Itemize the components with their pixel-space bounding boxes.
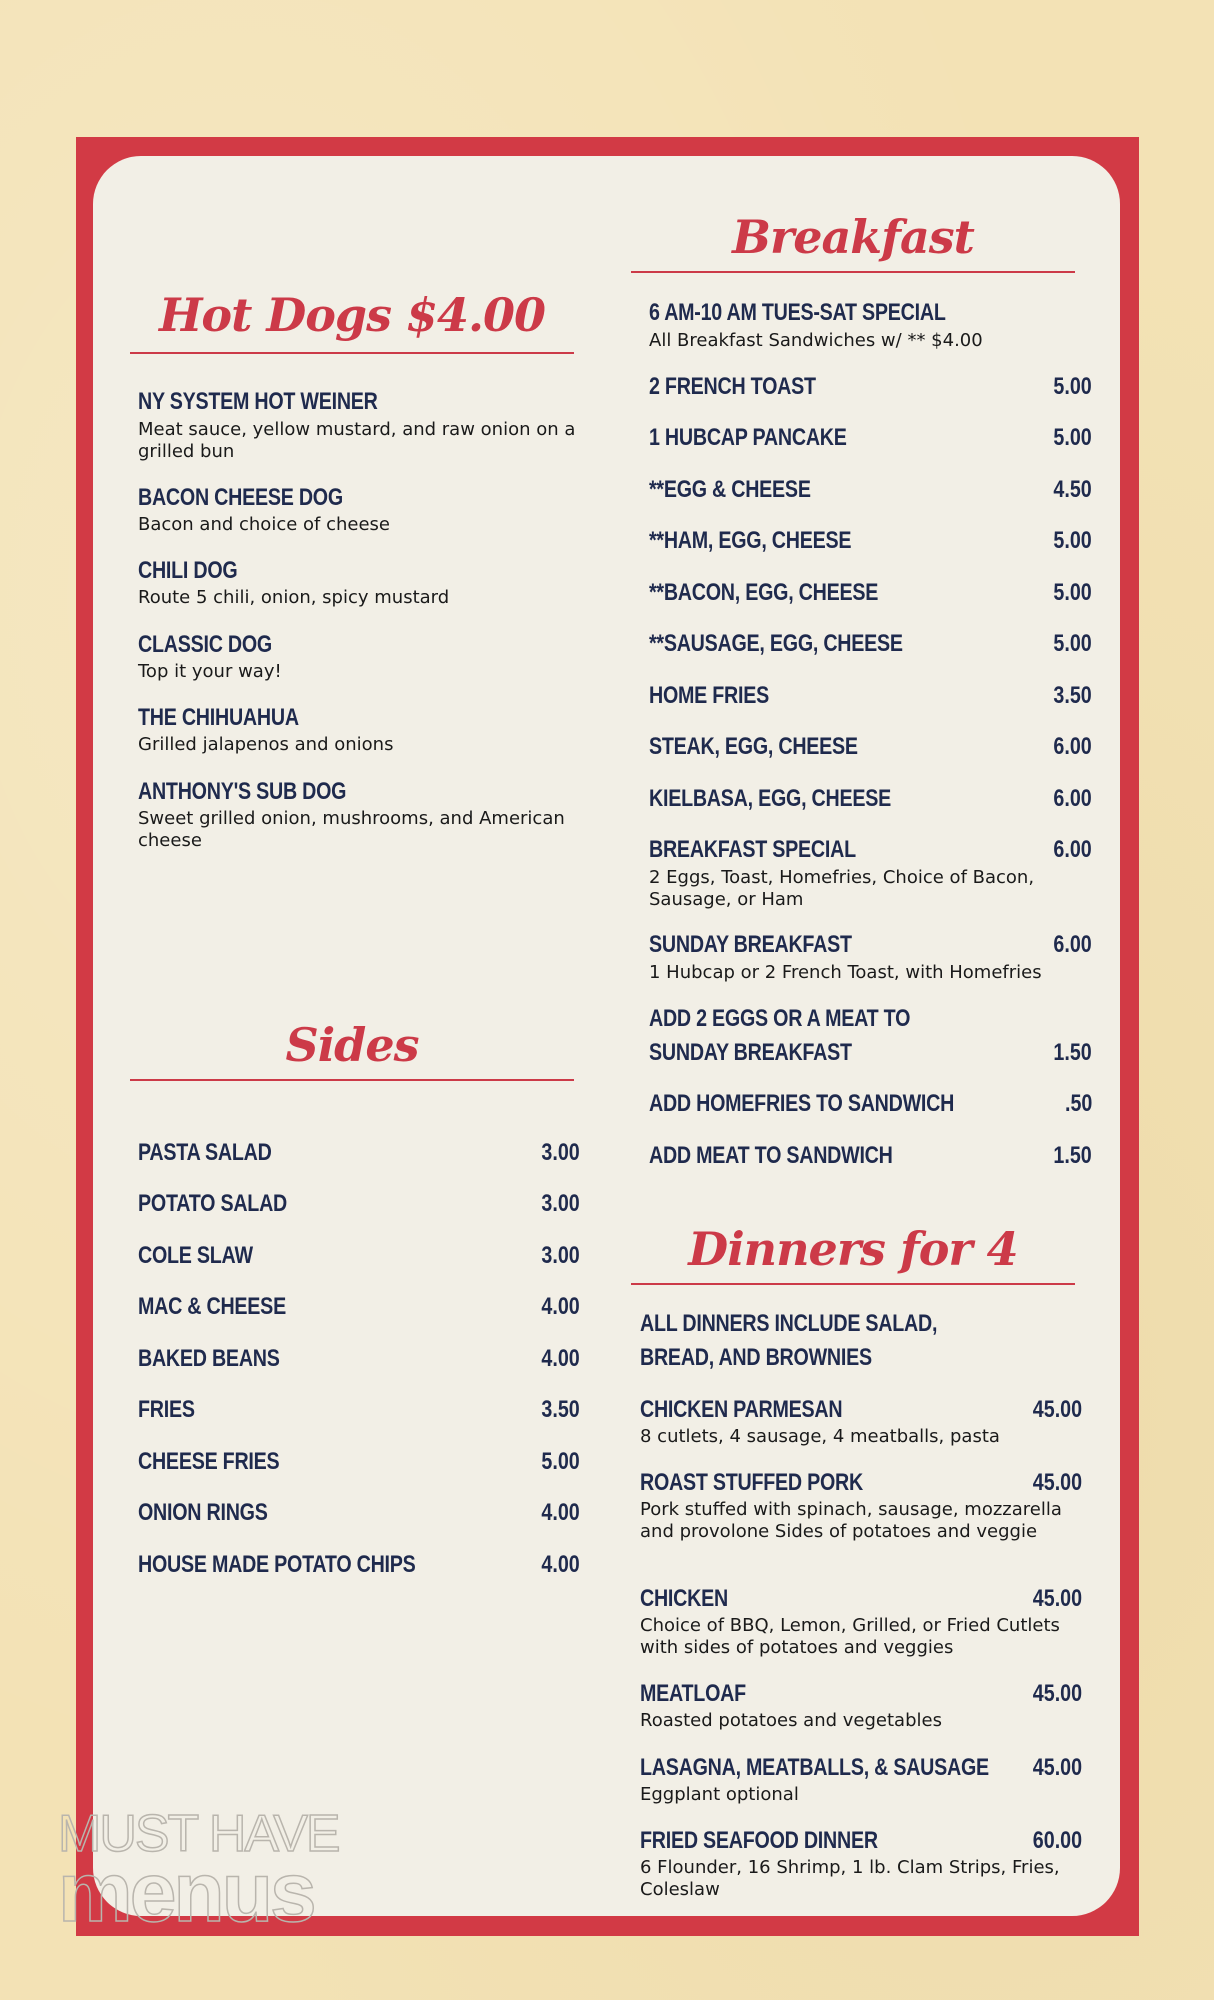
breakfast-item-name: **BACON, EGG, CHEESE bbox=[649, 579, 879, 606]
hotdog-desc: Grilled jalapenos and onions bbox=[138, 734, 394, 755]
breakfast-item-price: 1.50 bbox=[1053, 1039, 1092, 1066]
breakfast-item-name: **EGG & CHEESE bbox=[649, 476, 811, 503]
breakfast-item-name: 1 HUBCAP PANCAKE bbox=[649, 424, 847, 451]
breakfast-item-desc: 2 Eggs, Toast, Homefries, Choice of Bacon, Sausage, or Ham bbox=[649, 867, 1035, 910]
side-price: 3.00 bbox=[541, 1139, 580, 1166]
hotdog-desc: Route 5 chili, onion, spicy mustard bbox=[138, 587, 450, 608]
hotdog-desc: Meat sauce, yellow mustard, and raw onion on a grilled bun bbox=[138, 419, 576, 462]
watermark-line2: menus bbox=[58, 1845, 314, 1939]
breakfast-item-price: 1.50 bbox=[1053, 1142, 1092, 1169]
side-name: HOUSE MADE POTATO CHIPS bbox=[138, 1551, 416, 1578]
dinner-name: FRIED SEAFOOD DINNER bbox=[640, 1827, 878, 1854]
dinner-name: MEATLOAF bbox=[640, 1680, 746, 1707]
hotdog-name: NY SYSTEM HOT WEINER bbox=[138, 388, 378, 415]
sides-title: Sides bbox=[285, 1018, 419, 1072]
breakfast-item-name: 2 FRENCH TOAST bbox=[649, 373, 816, 400]
side-price: 3.50 bbox=[541, 1396, 580, 1423]
breakfast-item-price: 5.00 bbox=[1053, 527, 1092, 554]
dinner-name: CHICKEN bbox=[640, 1585, 728, 1612]
hotdog-desc: Sweet grilled onion, mushrooms, and American cheese bbox=[138, 808, 565, 851]
breakfast-item-name: BREAKFAST SPECIAL bbox=[649, 836, 856, 863]
hotdog-name: CLASSIC DOG bbox=[138, 631, 272, 658]
side-price: 3.00 bbox=[541, 1242, 580, 1269]
breakfast-item-price: 6.00 bbox=[1053, 785, 1092, 812]
hotdogs-rule bbox=[130, 352, 574, 354]
breakfast-item-name: **SAUSAGE, EGG, CHEESE bbox=[649, 630, 903, 657]
dinner-price: 45.00 bbox=[1032, 1680, 1082, 1707]
dinner-desc: Eggplant optional bbox=[640, 1784, 799, 1805]
dinner-price: 45.00 bbox=[1032, 1469, 1082, 1496]
breakfast-item-name: ADD MEAT TO SANDWICH bbox=[649, 1142, 893, 1169]
side-name: POTATO SALAD bbox=[138, 1190, 288, 1217]
breakfast-item-price: 5.00 bbox=[1053, 630, 1092, 657]
dinners-note: BREAD, AND BROWNIES bbox=[640, 1344, 872, 1371]
breakfast-item-price: 6.00 bbox=[1053, 931, 1092, 958]
side-price: 3.00 bbox=[541, 1190, 580, 1217]
dinner-price: 60.00 bbox=[1032, 1827, 1082, 1854]
sides-rule bbox=[130, 1079, 574, 1081]
dinner-name: CHICKEN PARMESAN bbox=[640, 1396, 843, 1423]
dinner-desc: Roasted potatoes and vegetables bbox=[640, 1710, 942, 1731]
side-name: MAC & CHEESE bbox=[138, 1293, 286, 1320]
dinner-desc: Choice of BBQ, Lemon, Grilled, or Fried Cutlets with sides of potatoes and veggies bbox=[640, 1615, 1060, 1658]
dinner-name: LASAGNA, MEATBALLS, & SAUSAGE bbox=[640, 1754, 989, 1781]
breakfast-special-desc: All Breakfast Sandwiches w/ ** $4.00 bbox=[649, 330, 983, 351]
side-price: 4.00 bbox=[541, 1499, 580, 1526]
side-name: COLE SLAW bbox=[138, 1242, 253, 1269]
hotdog-name: ANTHONY'S SUB DOG bbox=[138, 778, 347, 805]
breakfast-rule bbox=[631, 271, 1075, 273]
watermark-logo bbox=[58, 1805, 378, 1939]
breakfast-item-name: **HAM, EGG, CHEESE bbox=[649, 527, 852, 554]
breakfast-item-price: 5.00 bbox=[1053, 579, 1092, 606]
breakfast-item-name-line1: ADD 2 EGGS OR A MEAT TO bbox=[649, 1005, 911, 1032]
hotdogs-title: Hot Dogs $4.00 bbox=[158, 288, 546, 342]
breakfast-item-name: HOME FRIES bbox=[649, 682, 770, 709]
side-price: 4.00 bbox=[541, 1345, 580, 1372]
dinner-price: 45.00 bbox=[1032, 1396, 1082, 1423]
breakfast-item-price: 4.50 bbox=[1053, 476, 1092, 503]
dinner-name: ROAST STUFFED PORK bbox=[640, 1469, 863, 1496]
side-name: ONION RINGS bbox=[138, 1499, 268, 1526]
breakfast-item-price: 6.00 bbox=[1053, 733, 1092, 760]
breakfast-special-name: 6 AM-10 AM TUES-SAT SPECIAL bbox=[649, 299, 946, 326]
breakfast-item-price: 5.00 bbox=[1053, 373, 1092, 400]
side-name: PASTA SALAD bbox=[138, 1139, 272, 1166]
dinner-price: 45.00 bbox=[1032, 1754, 1082, 1781]
dinners-rule bbox=[631, 1283, 1075, 1285]
side-name: BAKED BEANS bbox=[138, 1345, 280, 1372]
breakfast-item-price: 5.00 bbox=[1053, 424, 1092, 451]
side-price: 4.00 bbox=[541, 1551, 580, 1578]
breakfast-title: Breakfast bbox=[732, 210, 974, 264]
dinner-desc: 6 Flounder, 16 Shrimp, 1 lb. Clam Strips, Fries, Coleslaw bbox=[640, 1857, 1060, 1900]
hotdog-desc: Top it your way! bbox=[138, 661, 282, 682]
side-name: CHEESE FRIES bbox=[138, 1448, 280, 1475]
breakfast-item-price: 3.50 bbox=[1053, 682, 1092, 709]
dinners-title: Dinners for 4 bbox=[688, 1222, 1018, 1276]
hotdog-desc: Bacon and choice of cheese bbox=[138, 514, 390, 535]
side-price: 5.00 bbox=[541, 1448, 580, 1475]
dinner-desc: Pork stuffed with spinach, sausage, mozzarella and provolone Sides of potatoes and veggie bbox=[640, 1499, 1062, 1542]
breakfast-item-name: KIELBASA, EGG, CHEESE bbox=[649, 785, 891, 812]
dinner-desc: 8 cutlets, 4 sausage, 4 meatballs, pasta bbox=[640, 1426, 1000, 1447]
side-name: FRIES bbox=[138, 1396, 195, 1423]
breakfast-item-name: STEAK, EGG, CHEESE bbox=[649, 733, 858, 760]
breakfast-item-price: .50 bbox=[1064, 1090, 1092, 1117]
hotdog-name: CHILI DOG bbox=[138, 557, 238, 584]
breakfast-item-name: ADD HOMEFRIES TO SANDWICH bbox=[649, 1090, 955, 1117]
dinners-note: ALL DINNERS INCLUDE SALAD, bbox=[640, 1310, 938, 1337]
side-price: 4.00 bbox=[541, 1293, 580, 1320]
breakfast-item-name: SUNDAY BREAKFAST bbox=[649, 931, 852, 958]
breakfast-item-name: SUNDAY BREAKFAST bbox=[649, 1039, 852, 1066]
hotdog-name: BACON CHEESE DOG bbox=[138, 484, 343, 511]
watermark-line1: MUST HAVE bbox=[58, 1805, 339, 1863]
hotdog-name: THE CHIHUAHUA bbox=[138, 704, 299, 731]
breakfast-item-desc: 1 Hubcap or 2 French Toast, with Homefries bbox=[649, 962, 1042, 983]
dinner-price: 45.00 bbox=[1032, 1585, 1082, 1612]
breakfast-item-price: 6.00 bbox=[1053, 836, 1092, 863]
